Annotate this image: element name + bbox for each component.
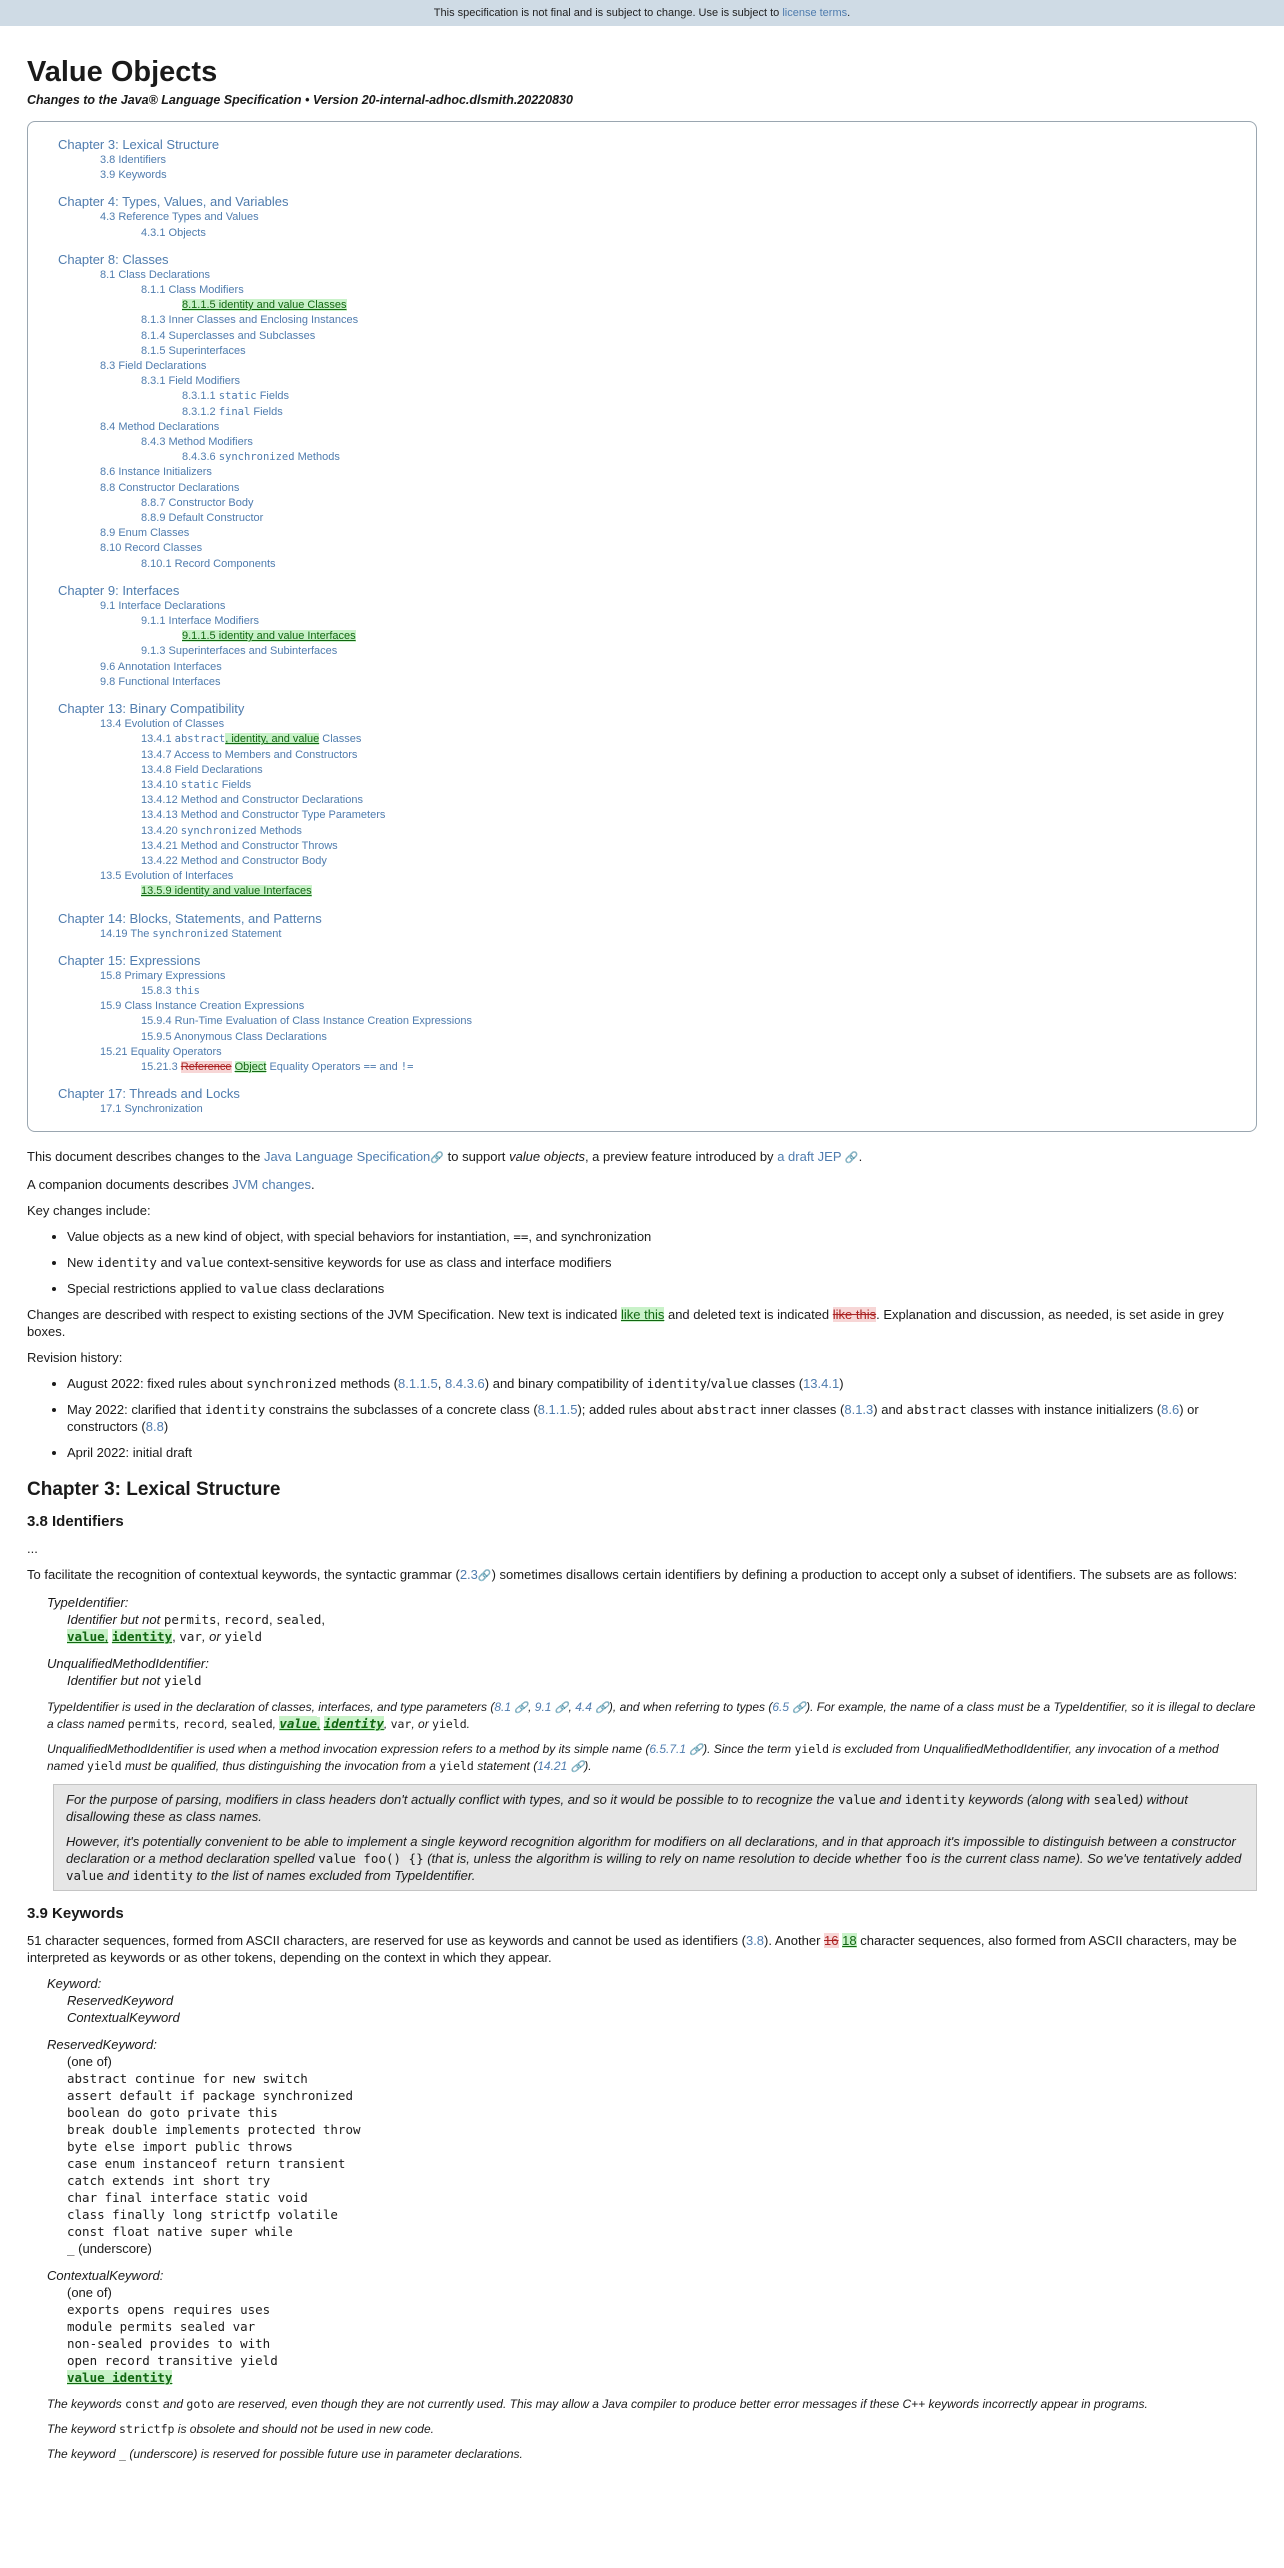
- jvm-changes-link[interactable]: JVM changes: [232, 1177, 312, 1193]
- toc-item[interactable]: 15.9 Class Instance Creation Expressions: [100, 1000, 305, 1013]
- section-link[interactable]: 9.1: [534, 1700, 552, 1715]
- toc-item[interactable]: 17.1 Synchronization: [100, 1103, 203, 1116]
- const-goto-note: The keywords const and goto are reserved, even though they are not currently used. This may allow a Java compiler to produce better error messages if these C++ keywords incorrectly appear in programs.: [47, 2397, 1148, 2412]
- toc-item-new[interactable]: 8.1.1.5 identity and value Classes: [182, 299, 347, 312]
- toc-item[interactable]: 9.6 Annotation Interfaces: [100, 660, 222, 673]
- section-link[interactable]: 4.4: [575, 1700, 592, 1715]
- page-subtitle: Changes to the Java® Language Specification • Version 20-internal-adhoc.dlsmith.20220830: [27, 93, 573, 107]
- type-identifier-production: TypeIdentifier: Identifier but not permits, record, sealed, value, identity, var, or yield: [47, 1595, 325, 1645]
- toc-item[interactable]: 14.19 The synchronized Statement: [100, 927, 282, 940]
- toc-chapter-15[interactable]: Chapter 15: Expressions: [58, 952, 201, 968]
- toc-chapter-3[interactable]: Chapter 3: Lexical Structure: [58, 137, 220, 152]
- toc-item[interactable]: 15.9.5 Anonymous Class Declarations: [141, 1030, 327, 1043]
- toc-item[interactable]: 13.4.20 synchronized Methods: [141, 824, 302, 837]
- main-content: [0, 56, 1284, 2462]
- section-link[interactable]: 8.4.3.6: [445, 1376, 485, 1392]
- list-item: • May 2022: clarified that identity constrains the subclasses of a concrete class (8.1.1.5); added rules about abstract inner classes (8.1.3) and abstract classes with instance initializers (8.6) or constructors (8.8): [67, 1401, 1257, 1435]
- jls-link[interactable]: Java Language Specification: [264, 1149, 431, 1165]
- toc-item[interactable]: 8.8.7 Constructor Body: [141, 496, 254, 509]
- ellipsis: ...: [27, 1541, 38, 1557]
- toc-item[interactable]: 8.1 Class Declarations: [100, 268, 211, 281]
- toc-item[interactable]: 13.4.13 Method and Constructor Type Parameters: [141, 809, 386, 822]
- toc-item[interactable]: 13.4.7 Access to Members and Constructors: [141, 748, 358, 761]
- toc-item-new[interactable]: 13.5.9 identity and value Interfaces: [141, 885, 312, 898]
- external-link-icon: 🔗: [477, 1570, 492, 1583]
- spec-banner: This specification is not final and is subject to change. Use is subject to license terms.: [0, 0, 1284, 26]
- toc-item[interactable]: 9.1.3 Superinterfaces and Subinterfaces: [141, 645, 338, 658]
- section-link[interactable]: 8.1.3: [844, 1402, 874, 1418]
- toc-item[interactable]: 4.3 Reference Types and Values: [100, 211, 259, 224]
- unqualified-method-note: UnqualifiedMethodIdentifier is used when a method invocation expression refers to a method by its simple name (6.5.7.1 🔗). Since the term yield is excluded from UnqualifiedMethodIdentifier, any invocation of a method named yield must be qualified, thus distinguishing the invocation from a yield statement (14.21 🔗).: [47, 1742, 1219, 1774]
- keyword-production: Keyword: ReservedKeyword ContextualKeyword: [47, 1976, 180, 2026]
- toc-item[interactable]: 9.1 Interface Declarations: [100, 599, 226, 612]
- section-link[interactable]: 3.8: [745, 1933, 765, 1949]
- toc-chapter-14[interactable]: Chapter 14: Blocks, Statements, and Patterns: [58, 910, 322, 926]
- list-item: • New identity and value context-sensitive keywords for use as class and interface modifiers: [67, 1254, 1257, 1271]
- toc-item[interactable]: 9.1.1 Interface Modifiers: [141, 615, 260, 628]
- toc-item[interactable]: 8.3.1.2 final Fields: [182, 405, 283, 418]
- section-link[interactable]: 8.1: [494, 1700, 512, 1715]
- toc-chapter-17[interactable]: Chapter 17: Threads and Locks: [58, 1086, 240, 1102]
- toc-item[interactable]: 8.1.3 Inner Classes and Enclosing Instances: [141, 314, 359, 327]
- table-of-contents: [27, 121, 1257, 1132]
- identifiers-paragraph: To facilitate the recognition of contextual keywords, the syntactic grammar (2.3🔗) sometimes disallows certain identifiers by defining a production to accept only a subset of identifiers. The subsets are as follows:: [27, 1567, 1238, 1583]
- unqualified-method-identifier-production: UnqualifiedMethodIdentifier: Identifier but not yield: [47, 1656, 209, 1689]
- toc-chapter-13[interactable]: Chapter 13: Binary Compatibility: [58, 701, 245, 717]
- section-link[interactable]: 8.6: [1161, 1402, 1180, 1418]
- section-link[interactable]: 14.21: [537, 1759, 568, 1774]
- toc-item[interactable]: 8.10 Record Classes: [100, 542, 203, 555]
- toc-item[interactable]: 9.8 Functional Interfaces: [100, 675, 221, 688]
- revision-history-label: Revision history:: [27, 1350, 123, 1366]
- toc-item[interactable]: 8.8 Constructor Declarations: [100, 481, 240, 494]
- section-link[interactable]: 6.5: [772, 1700, 790, 1715]
- keywords-paragraph: 51 character sequences, formed from ASCII characters, are reserved for use as keywords and cannot be used as identifiers (3.8). Another 16 18 character sequences, also formed from ASCII characters, may be interpreted as keywords or as other tokens, depending on the context in which they appear.: [27, 1933, 1237, 1966]
- toc-item[interactable]: 13.4 Evolution of Classes: [100, 718, 225, 731]
- toc-item[interactable]: 15.21.3 Reference Object Equality Operators == and !=: [141, 1060, 414, 1073]
- section-3-9-heading: 3.9 Keywords: [27, 1905, 124, 1923]
- section-link[interactable]: 6.5.7.1: [649, 1742, 687, 1757]
- section-link[interactable]: 13.4.1: [803, 1376, 840, 1392]
- list-item: • April 2022: initial draft: [67, 1444, 1257, 1461]
- toc-item[interactable]: 8.4.3 Method Modifiers: [141, 436, 253, 449]
- section-link[interactable]: 8.1.1.5: [537, 1402, 578, 1418]
- toc-item[interactable]: 15.21 Equality Operators: [100, 1045, 222, 1058]
- toc-item[interactable]: 15.8 Primary Expressions: [100, 969, 226, 982]
- list-item: • August 2022: fixed rules about synchronized methods (8.1.1.5, 8.4.3.6) and binary compatibility of identity/value classes (13.4.1): [67, 1375, 1257, 1392]
- toc-item-new[interactable]: 9.1.1.5 identity and value Interfaces: [182, 630, 356, 643]
- page-title: Value Objects: [27, 56, 218, 88]
- toc-item[interactable]: 13.4.1 abstract, identity, and value Classes: [141, 733, 362, 746]
- external-link-icon: 🔗: [430, 1152, 444, 1165]
- toc-item[interactable]: 3.9 Keywords: [100, 169, 167, 182]
- discussion-box: For the purpose of parsing, modifiers in class headers don't actually conflict with types, and so it would be possible to to recognize the value and identity keywords (along with sealed) without disallowing these as class names. However, it's potentially convenient to be able to implement a single keyword recognition algorithm for modifiers on all declarations, and in that approach it's impossible to distinguish between a constructor declaration or a method declaration spelled value foo() {} (that is, unless the algorithm is willing to rely on name resolution to decide whether foo is the current class name). So we've tentatively added value and identity to the list of names excluded from TypeIdentifier.: [53, 1784, 1257, 1891]
- strictfp-note: The keyword strictfp is obsolete and should not be used in new code.: [47, 2422, 434, 2437]
- toc-item[interactable]: 8.6 Instance Initializers: [100, 466, 212, 479]
- toc-item[interactable]: 13.4.12 Method and Constructor Declarations: [141, 794, 363, 807]
- toc-item[interactable]: 13.4.8 Field Declarations: [141, 763, 263, 776]
- contextual-keyword-production: ContextualKeyword: (one of) exports opens requires uses module permits sealed var non-sealed provides to with open record transitive yield value identity: [47, 2268, 278, 2386]
- toc-chapter-9[interactable]: Chapter 9: Interfaces: [58, 582, 180, 598]
- chapter-3-heading: Chapter 3: Lexical Structure: [27, 1479, 281, 1501]
- toc-item[interactable]: 8.4.3.6 synchronized Methods: [182, 451, 340, 464]
- toc-item[interactable]: 8.9 Enum Classes: [100, 527, 190, 540]
- conventions-paragraph: Changes are described with respect to existing sections of the JVM Specification. New text is indicated like this and deleted text is indicated like this. Explanation and discussion, as needed, is set aside in grey boxes.: [27, 1307, 1224, 1340]
- toc-item[interactable]: 8.3.1.1 static Fields: [182, 390, 290, 403]
- license-terms-link[interactable]: license terms: [782, 7, 848, 19]
- banner-text: This specification is not final and is subject to change. Use is subject to: [433, 7, 780, 19]
- section-link[interactable]: 8.1.1.5: [398, 1376, 438, 1392]
- section-link[interactable]: 8.8: [145, 1419, 164, 1435]
- revision-history-list: [27, 1375, 1257, 1461]
- list-item: • Special restrictions applied to value class declarations: [67, 1280, 1257, 1297]
- toc-item[interactable]: 8.3 Field Declarations: [100, 360, 207, 373]
- toc-item[interactable]: 8.4 Method Declarations: [100, 420, 220, 433]
- toc-item[interactable]: 15.8.3 this: [141, 984, 200, 997]
- key-changes-list: [27, 1228, 1257, 1297]
- toc-item[interactable]: 15.9.4 Run-Time Evaluation of Class Instance Creation Expressions: [141, 1015, 472, 1028]
- toc-item[interactable]: 8.1.1 Class Modifiers: [141, 284, 244, 297]
- draft-jep-link[interactable]: a draft JEP: [777, 1149, 842, 1165]
- toc-item[interactable]: 4.3.1 Objects: [141, 226, 206, 239]
- companion-paragraph: A companion documents describes JVM changes.: [27, 1177, 315, 1193]
- toc-item[interactable]: 8.3.1 Field Modifiers: [141, 375, 241, 388]
- toc-item[interactable]: 13.4.22 Method and Constructor Body: [141, 854, 327, 867]
- toc-item[interactable]: 8.1.5 Superinterfaces: [141, 344, 246, 357]
- toc-chapter-4[interactable]: Chapter 4: Types, Values, and Variables: [58, 194, 289, 210]
- toc-item[interactable]: 13.4.21 Method and Constructor Throws: [141, 839, 338, 852]
- external-link-icon: 🔗: [844, 1152, 859, 1165]
- toc-chapter-8[interactable]: Chapter 8: Classes: [58, 251, 169, 267]
- reserved-keyword-production: ReservedKeyword: (one of) abstract continue for new switch assert default if package synchronized boolean do goto private this break double implements protected throw byte else import public throws case enum instanceof return transient catch extends int short try char final interface static void class finally long strictfp volatile const float native super while _ (underscore): [47, 2037, 361, 2257]
- toc-item[interactable]: 8.8.9 Default Constructor: [141, 512, 264, 525]
- key-changes-label: Key changes include:: [27, 1203, 151, 1219]
- toc-item[interactable]: 13.4.10 static Fields: [141, 778, 252, 791]
- toc-item[interactable]: 3.8 Identifiers: [100, 154, 167, 166]
- section-3-8-heading: 3.8 Identifiers: [27, 1513, 124, 1531]
- toc-item[interactable]: 8.10.1 Record Components: [141, 557, 276, 570]
- toc-item[interactable]: 13.5 Evolution of Interfaces: [100, 870, 234, 883]
- intro-paragraph: This document describes changes to the Java Language Specification🔗 to support value objects, a preview feature introduced by a draft JEP 🔗.: [27, 1149, 863, 1165]
- toc-item[interactable]: 8.1.4 Superclasses and Subclasses: [141, 329, 316, 342]
- section-link[interactable]: 2.3: [459, 1567, 478, 1583]
- underscore-note: The keyword _ (underscore) is reserved for possible future use in parameter declarations.: [47, 2447, 523, 2462]
- type-identifier-note: TypeIdentifier is used in the declaration of classes, interfaces, and type parameters (8.1 🔗, 9.1 🔗, 4.4 🔗), and when referring to types (6.5 🔗). For example, the name of a class must be a TypeIdentifier, so it is illegal to declare a class named permits, record, sealed, value, identity, var, or yield.: [47, 1700, 1256, 1732]
- list-item: • Value objects as a new kind of object, with special behaviors for instantiation, ==, and synchronization: [67, 1228, 1257, 1245]
